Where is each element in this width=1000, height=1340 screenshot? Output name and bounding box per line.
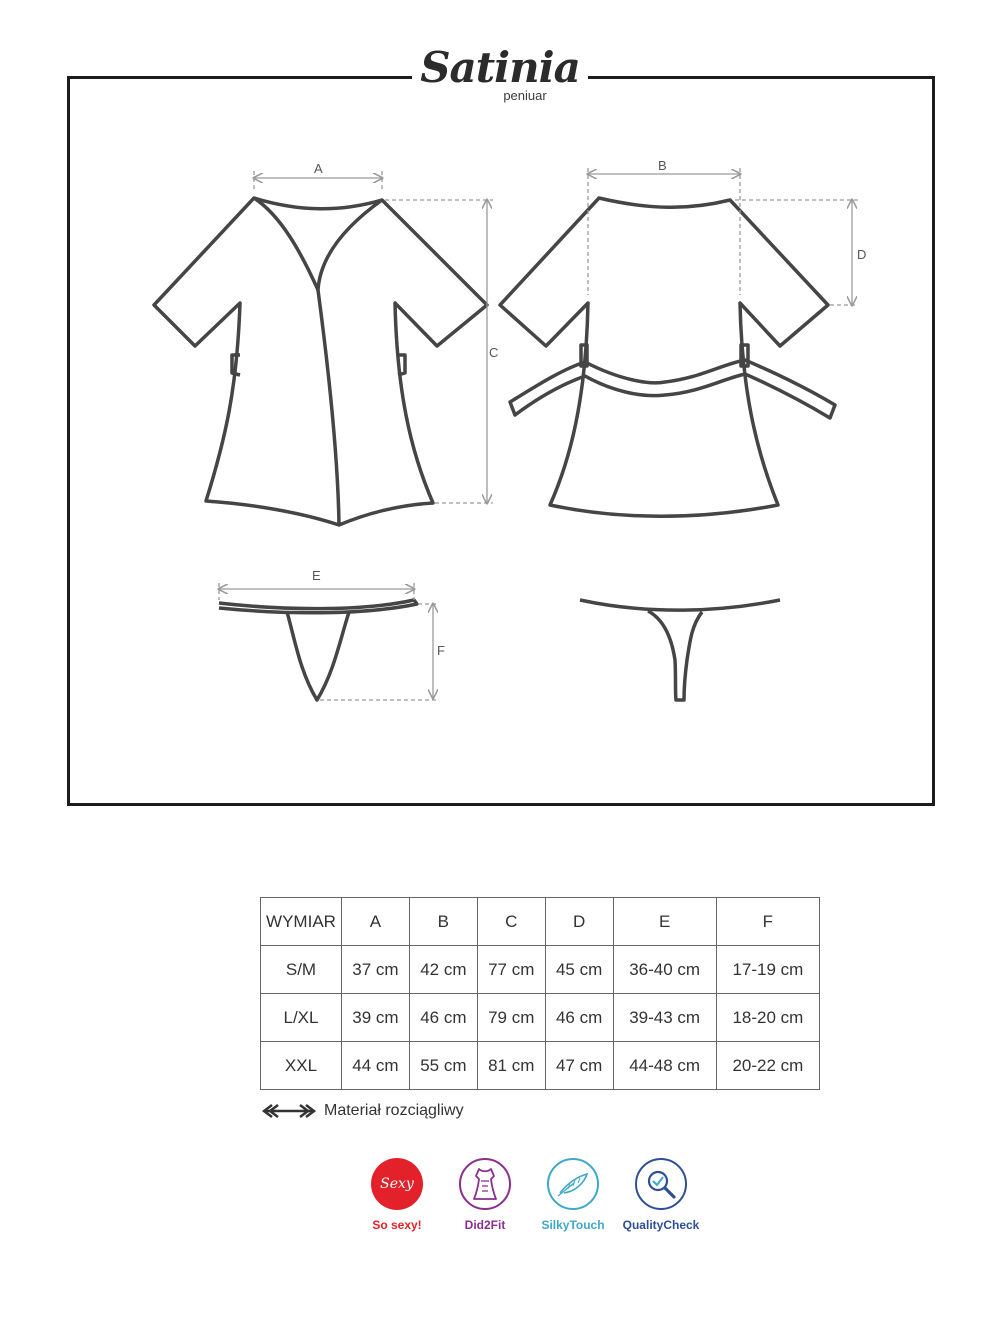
table-cell: 44 cm <box>342 1042 410 1090</box>
table-cell: 47 cm <box>545 1042 613 1090</box>
thong-front-outline <box>219 600 417 700</box>
badge-label: QualityCheck <box>622 1218 700 1232</box>
table-row <box>261 1042 820 1090</box>
table-cell: 81 cm <box>477 1042 545 1090</box>
table-header: B <box>409 898 477 946</box>
table-cell: 36-40 cm <box>613 946 716 994</box>
table-header: A <box>342 898 410 946</box>
stretch-material-note <box>262 1100 464 1122</box>
feature-badges <box>352 1158 712 1248</box>
feather-icon <box>547 1158 599 1210</box>
magnifier-check-icon <box>635 1158 687 1210</box>
table-cell: 37 cm <box>342 946 410 994</box>
sexy-icon <box>371 1158 423 1210</box>
table-header: F <box>716 898 819 946</box>
brand-subtitle: peniuar <box>503 88 547 103</box>
table-header-row <box>261 898 820 946</box>
size-table <box>260 897 820 1090</box>
table-cell: 42 cm <box>409 946 477 994</box>
dimension-lines <box>219 168 858 700</box>
table-cell: 46 cm <box>545 994 613 1042</box>
table-cell: 17-19 cm <box>716 946 819 994</box>
robe-back-outline <box>500 198 835 516</box>
table-cell: 46 cm <box>409 994 477 1042</box>
table-cell: 18-20 cm <box>716 994 819 1042</box>
badge-label: Did2Fit <box>464 1218 506 1232</box>
table-cell: 20-22 cm <box>716 1042 819 1090</box>
dress-fit-icon <box>459 1158 511 1210</box>
badge-qualitycheck <box>616 1158 706 1232</box>
dimension-label-d: D <box>857 247 867 262</box>
dimension-label-c: C <box>489 345 499 360</box>
robe-front-outline <box>154 198 487 525</box>
table-header: WYMIAR <box>261 898 342 946</box>
table-row <box>261 994 820 1042</box>
table-cell: 44-48 cm <box>613 1042 716 1090</box>
table-cell: 45 cm <box>545 946 613 994</box>
brand-logo <box>412 40 588 120</box>
sexy-icon-text: Sexy <box>380 1176 414 1192</box>
double-arrow-icon <box>262 1104 316 1118</box>
dimension-label-f: F <box>437 643 445 658</box>
badge-silkytouch <box>528 1158 618 1232</box>
badge-did2fit <box>440 1158 530 1232</box>
table-cell: 79 cm <box>477 994 545 1042</box>
table-cell: 77 cm <box>477 946 545 994</box>
table-cell: L/XL <box>261 994 342 1042</box>
table-row <box>261 946 820 994</box>
dimension-label-b: B <box>658 158 667 173</box>
dimension-label-a: A <box>314 161 323 176</box>
badge-label: SilkyTouch <box>541 1218 605 1232</box>
badge-label: So sexy! <box>372 1218 422 1232</box>
badge-so-sexy <box>352 1158 442 1232</box>
thong-back-outline <box>580 600 780 700</box>
table-cell: 39 cm <box>342 994 410 1042</box>
dimension-label-e: E <box>312 568 321 583</box>
table-cell: 39-43 cm <box>613 994 716 1042</box>
table-header: D <box>545 898 613 946</box>
table-cell: S/M <box>261 946 342 994</box>
stretch-note-text: Materiał rozciągliwy <box>324 1102 464 1119</box>
table-cell: 55 cm <box>409 1042 477 1090</box>
brand-name: Satinia <box>420 43 580 92</box>
table-header: E <box>613 898 716 946</box>
table-cell: XXL <box>261 1042 342 1090</box>
table-header: C <box>477 898 545 946</box>
